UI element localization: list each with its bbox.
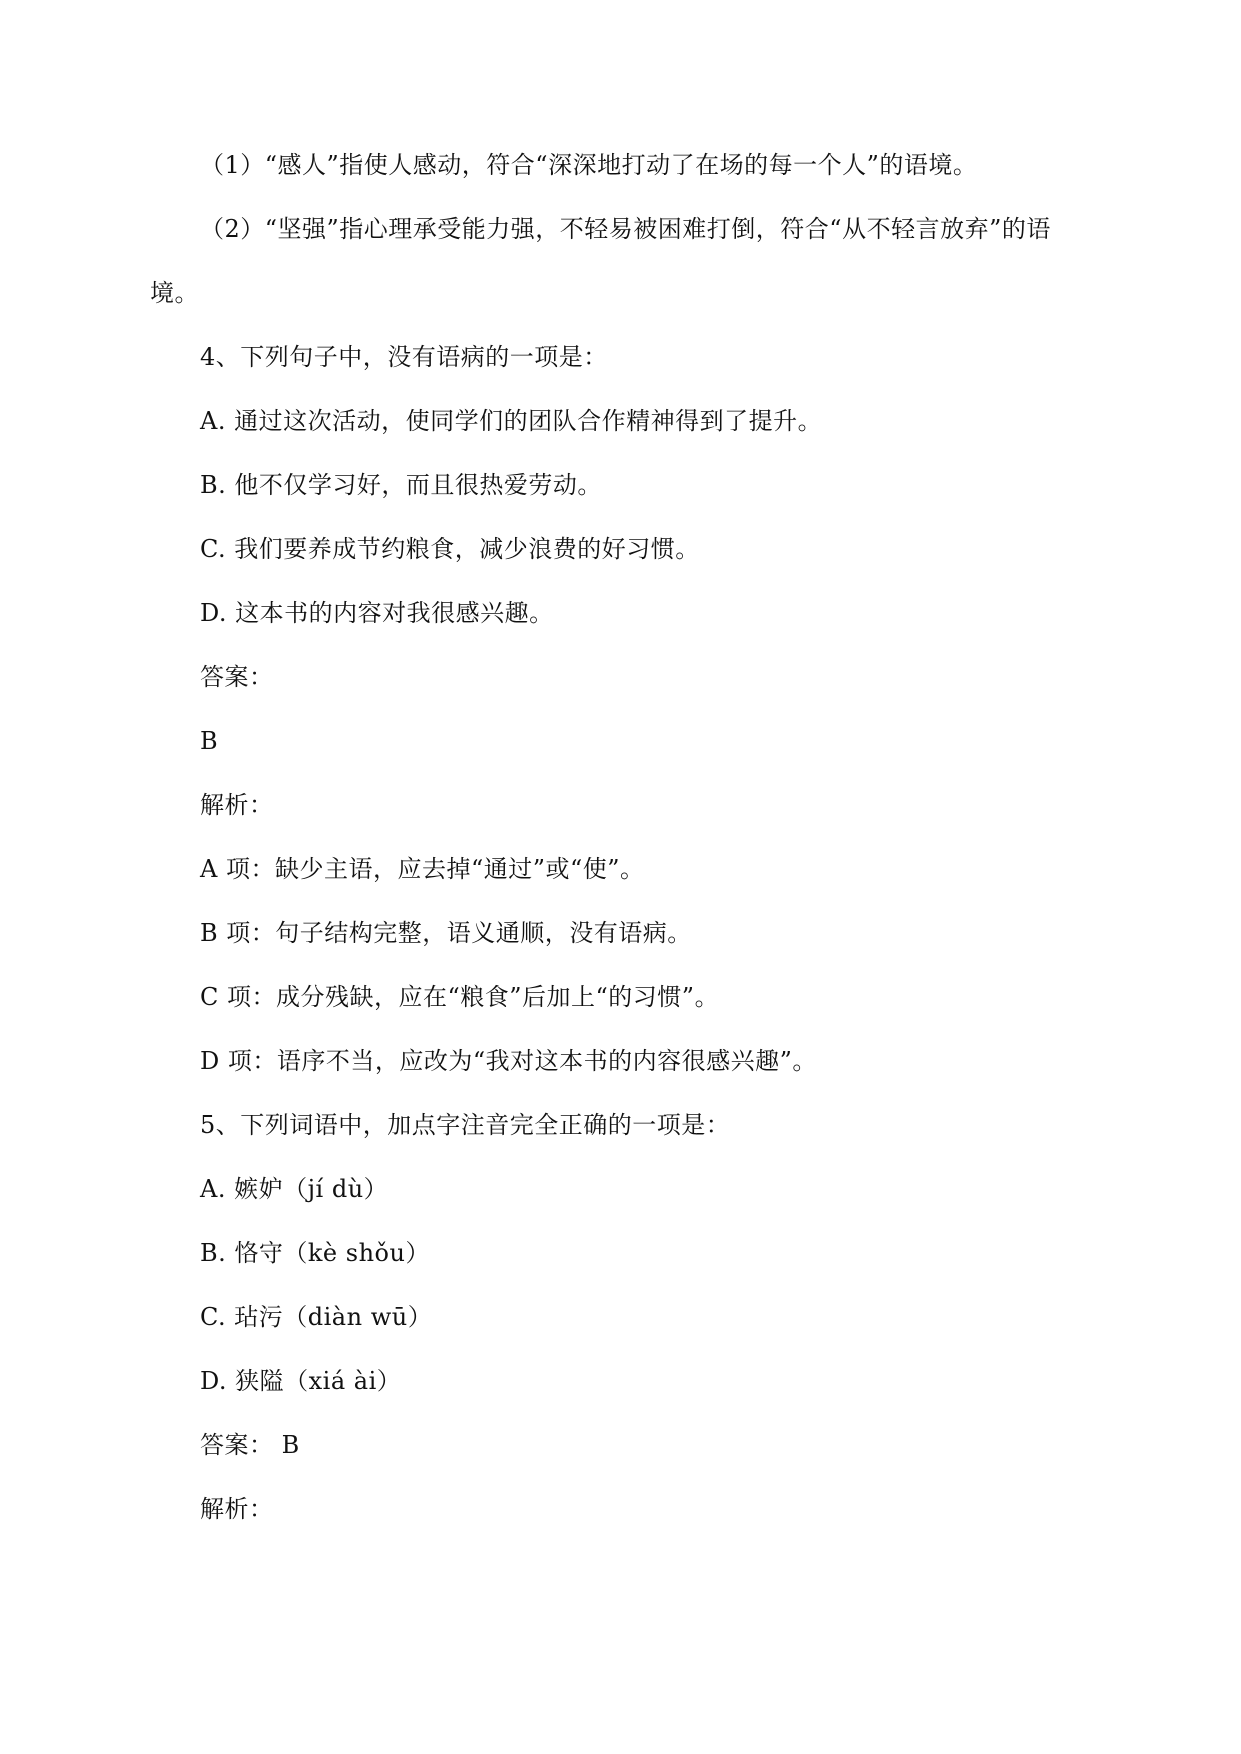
q4-analysis-a: A 项：缺少主语，应去掉“通过”或“使”。 — [200, 855, 645, 883]
q4-option-b: B. 他不仅学习好，而且很热爱劳动。 — [200, 471, 602, 499]
q5-answer: 答案： B — [200, 1431, 300, 1459]
q3-explanation-item-1: （1）“感人”指使人感动，符合“深深地打动了在场的每一个人”的语境。 — [200, 151, 978, 179]
q4-analysis-c: C 项：成分残缺，应在“粮食”后加上“的习惯”。 — [200, 983, 720, 1011]
q5-option-c: C. 玷污（diàn wū） — [200, 1303, 433, 1331]
q4-analysis-label: 解析： — [200, 791, 274, 819]
q4-analysis-b: B 项：句子结构完整，语义通顺，没有语病。 — [200, 919, 692, 947]
q5-option-d: D. 狭隘（xiá ài） — [200, 1367, 402, 1395]
q4-answer-label: 答案： — [200, 663, 274, 691]
q5-question: 5、下列词语中，加点字注音完全正确的一项是： — [200, 1111, 731, 1139]
q4-option-d: D. 这本书的内容对我很感兴趣。 — [200, 599, 554, 627]
q5-analysis-label: 解析： — [200, 1495, 274, 1523]
q5-option-b: B. 恪守（kè shǒu） — [200, 1239, 430, 1267]
q5-option-a: A. 嫉妒（jí dù） — [200, 1175, 389, 1203]
q4-analysis-d: D 项：语序不当，应改为“我对这本书的内容很感兴趣”。 — [200, 1047, 817, 1075]
q4-option-a: A. 通过这次活动，使同学们的团队合作精神得到了提升。 — [200, 407, 823, 435]
q3-explanation-item-2: （2）“坚强”指心理承受能力强，不轻易被困难打倒，符合“从不轻言放弃”的语 — [200, 215, 1051, 243]
q4-question: 4、下列句子中，没有语病的一项是： — [200, 343, 608, 371]
q4-option-c: C. 我们要养成节约粮食，减少浪费的好习惯。 — [200, 535, 700, 563]
q4-answer: B — [200, 727, 219, 755]
q3-explanation-item-2-continued: 境。 — [150, 279, 199, 307]
